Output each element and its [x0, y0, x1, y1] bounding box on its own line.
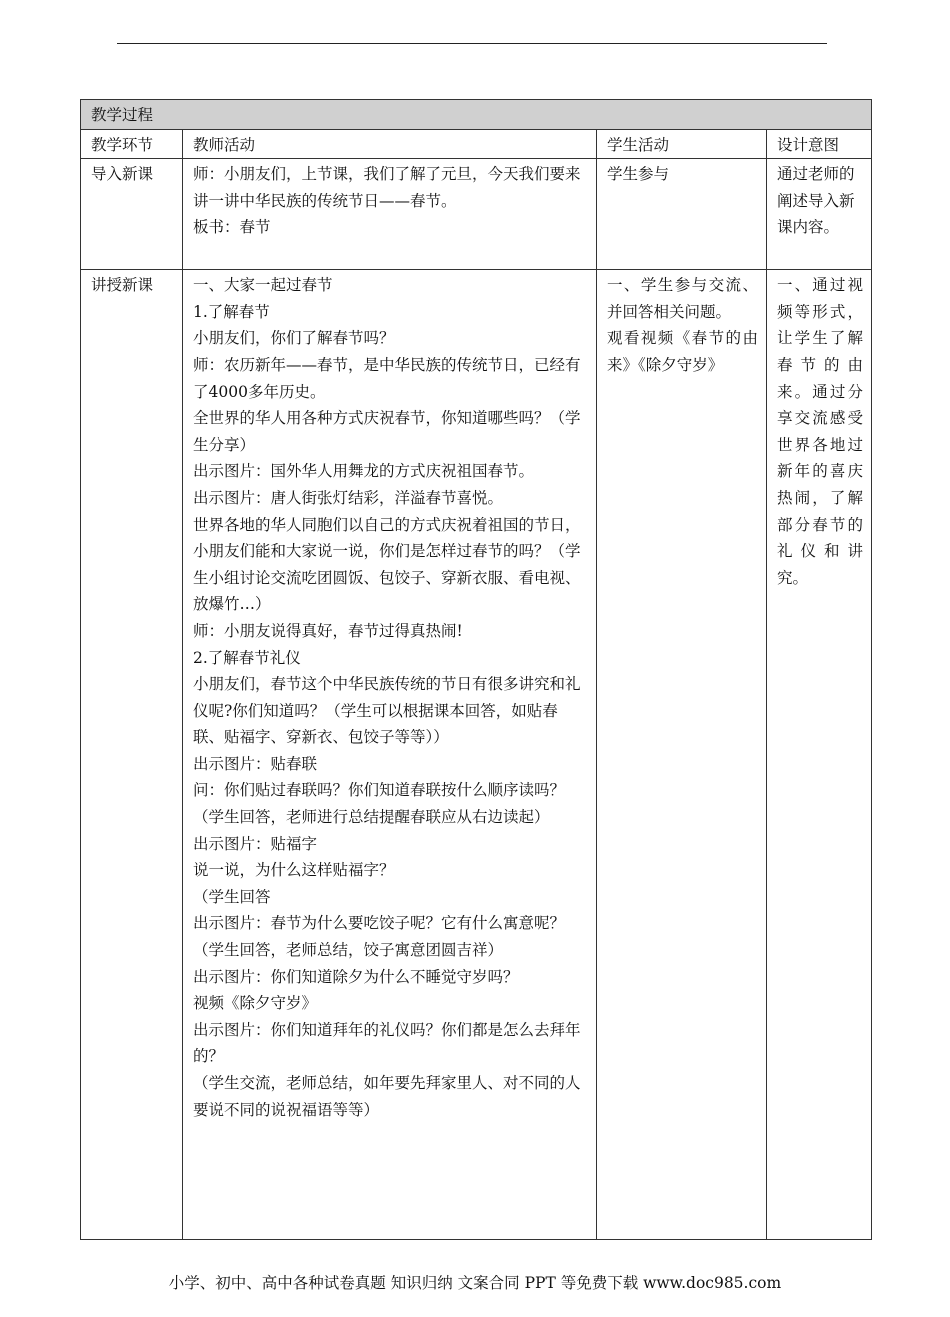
- header-rule: [117, 43, 827, 44]
- teacher-line: 出示图片：贴福字: [193, 834, 318, 853]
- stage-cell: 导入新课: [81, 159, 183, 270]
- footer-text: 小学、初中、高中各种试卷真题 知识归纳 文案合同 PPT 等免费下载 www.doc985.com: [168, 1274, 782, 1292]
- teacher-line: 说一说，为什么这样贴福字？: [193, 861, 395, 880]
- teacher-line: 小朋友们，你们了解春节吗？: [193, 329, 395, 348]
- intent-cell: 通过老师的阐述导入新课内容。: [767, 159, 872, 270]
- teacher-line: 1.了解春节: [193, 302, 270, 321]
- teacher-line: （学生回答: [193, 887, 271, 906]
- teacher-line: 问：你们贴过春联吗？你们知道春联按什么顺序读吗？: [193, 781, 566, 800]
- teacher-line: 出示图片：国外华人用舞龙的方式庆祝祖国春节。: [193, 462, 535, 481]
- teacher-line: 一、大家一起过春节: [193, 276, 333, 295]
- column-header-row: [81, 129, 872, 159]
- table-row-lecture: [81, 270, 872, 1240]
- teacher-cell: [183, 270, 597, 1240]
- teacher-line: 出示图片：春节为什么要吃饺子呢？它有什么寓意呢？: [193, 914, 566, 933]
- teacher-line: 板书：春节: [193, 218, 271, 237]
- teacher-cell: [183, 159, 597, 270]
- teacher-line: 出示图片：你们知道除夕为什么不睡觉守岁吗？: [193, 967, 519, 986]
- teacher-line: 小朋友们，春节这个中华民族传统的节日有很多讲究和礼仪呢?你们知道吗？（学生可以根据课本回答，如贴春联、贴福字、穿新衣、包饺子等等））: [193, 675, 581, 747]
- section-title: 教学过程: [81, 100, 872, 130]
- teacher-line: 师：小朋友们，上节课，我们了解了元旦，今天我们要来讲一讲中华民族的传统节日——春节。: [193, 165, 581, 210]
- col-header-student: 学生活动: [597, 129, 767, 159]
- teacher-line: 全世界的华人用各种方式庆祝春节，你知道哪些吗？（学生分享）: [193, 409, 581, 454]
- intent-cell: 一、通过视频等形式，让学生了解春节的由来。通过分享交流感受世界各地过新年的喜庆热闹，了解部分春节的礼仪和讲究。: [767, 270, 872, 1240]
- student-cell: [597, 270, 767, 1240]
- teacher-line: 2.了解春节礼仪: [193, 648, 301, 667]
- teacher-line: （学生回答，老师进行总结提醒春联应从右边读起）: [193, 808, 550, 827]
- student-line: 观看视频《春节的由来》《除夕守岁》: [607, 329, 758, 374]
- teacher-line: （学生交流，老师总结，如年要先拜家里人、对不同的人要说不同的说祝福语等等）: [193, 1074, 581, 1119]
- teacher-line: 出示图片：唐人街张灯结彩，洋溢春节喜悦。: [193, 488, 504, 507]
- col-header-stage: 教学环节: [81, 129, 183, 159]
- col-header-teacher: 教师活动: [183, 129, 597, 159]
- teacher-line: 师：小朋友说得真好，春节过得真热闹!: [193, 621, 463, 640]
- student-line: 一、学生参与交流、并回答相关问题。: [607, 276, 758, 321]
- teacher-line: （学生回答，老师总结，饺子寓意团圆吉祥）: [193, 941, 504, 960]
- teacher-line: 出示图片：贴春联: [193, 754, 318, 773]
- stage-cell: 讲授新课: [81, 270, 183, 1240]
- student-cell: 学生参与: [597, 159, 767, 270]
- teacher-line: 世界各地的华人同胞们以自己的方式庆祝着祖国的节日，小朋友们能和大家说一说，你们是怎样过春节的吗？（学生小组讨论交流吃团圆饭、包饺子、穿新衣服、看电视、放爆竹…）: [193, 515, 581, 614]
- teacher-line: 出示图片：你们知道拜年的礼仪吗？你们都是怎么去拜年的？: [193, 1020, 581, 1066]
- table-row-intro: [81, 159, 872, 270]
- col-header-intent: 设计意图: [767, 129, 872, 159]
- lesson-table: [80, 99, 872, 1240]
- teacher-line: 视频《除夕守岁》: [193, 994, 318, 1013]
- teacher-line: 师：农历新年——春节，是中华民族的传统节日，已经有了4000多年历史。: [193, 355, 581, 401]
